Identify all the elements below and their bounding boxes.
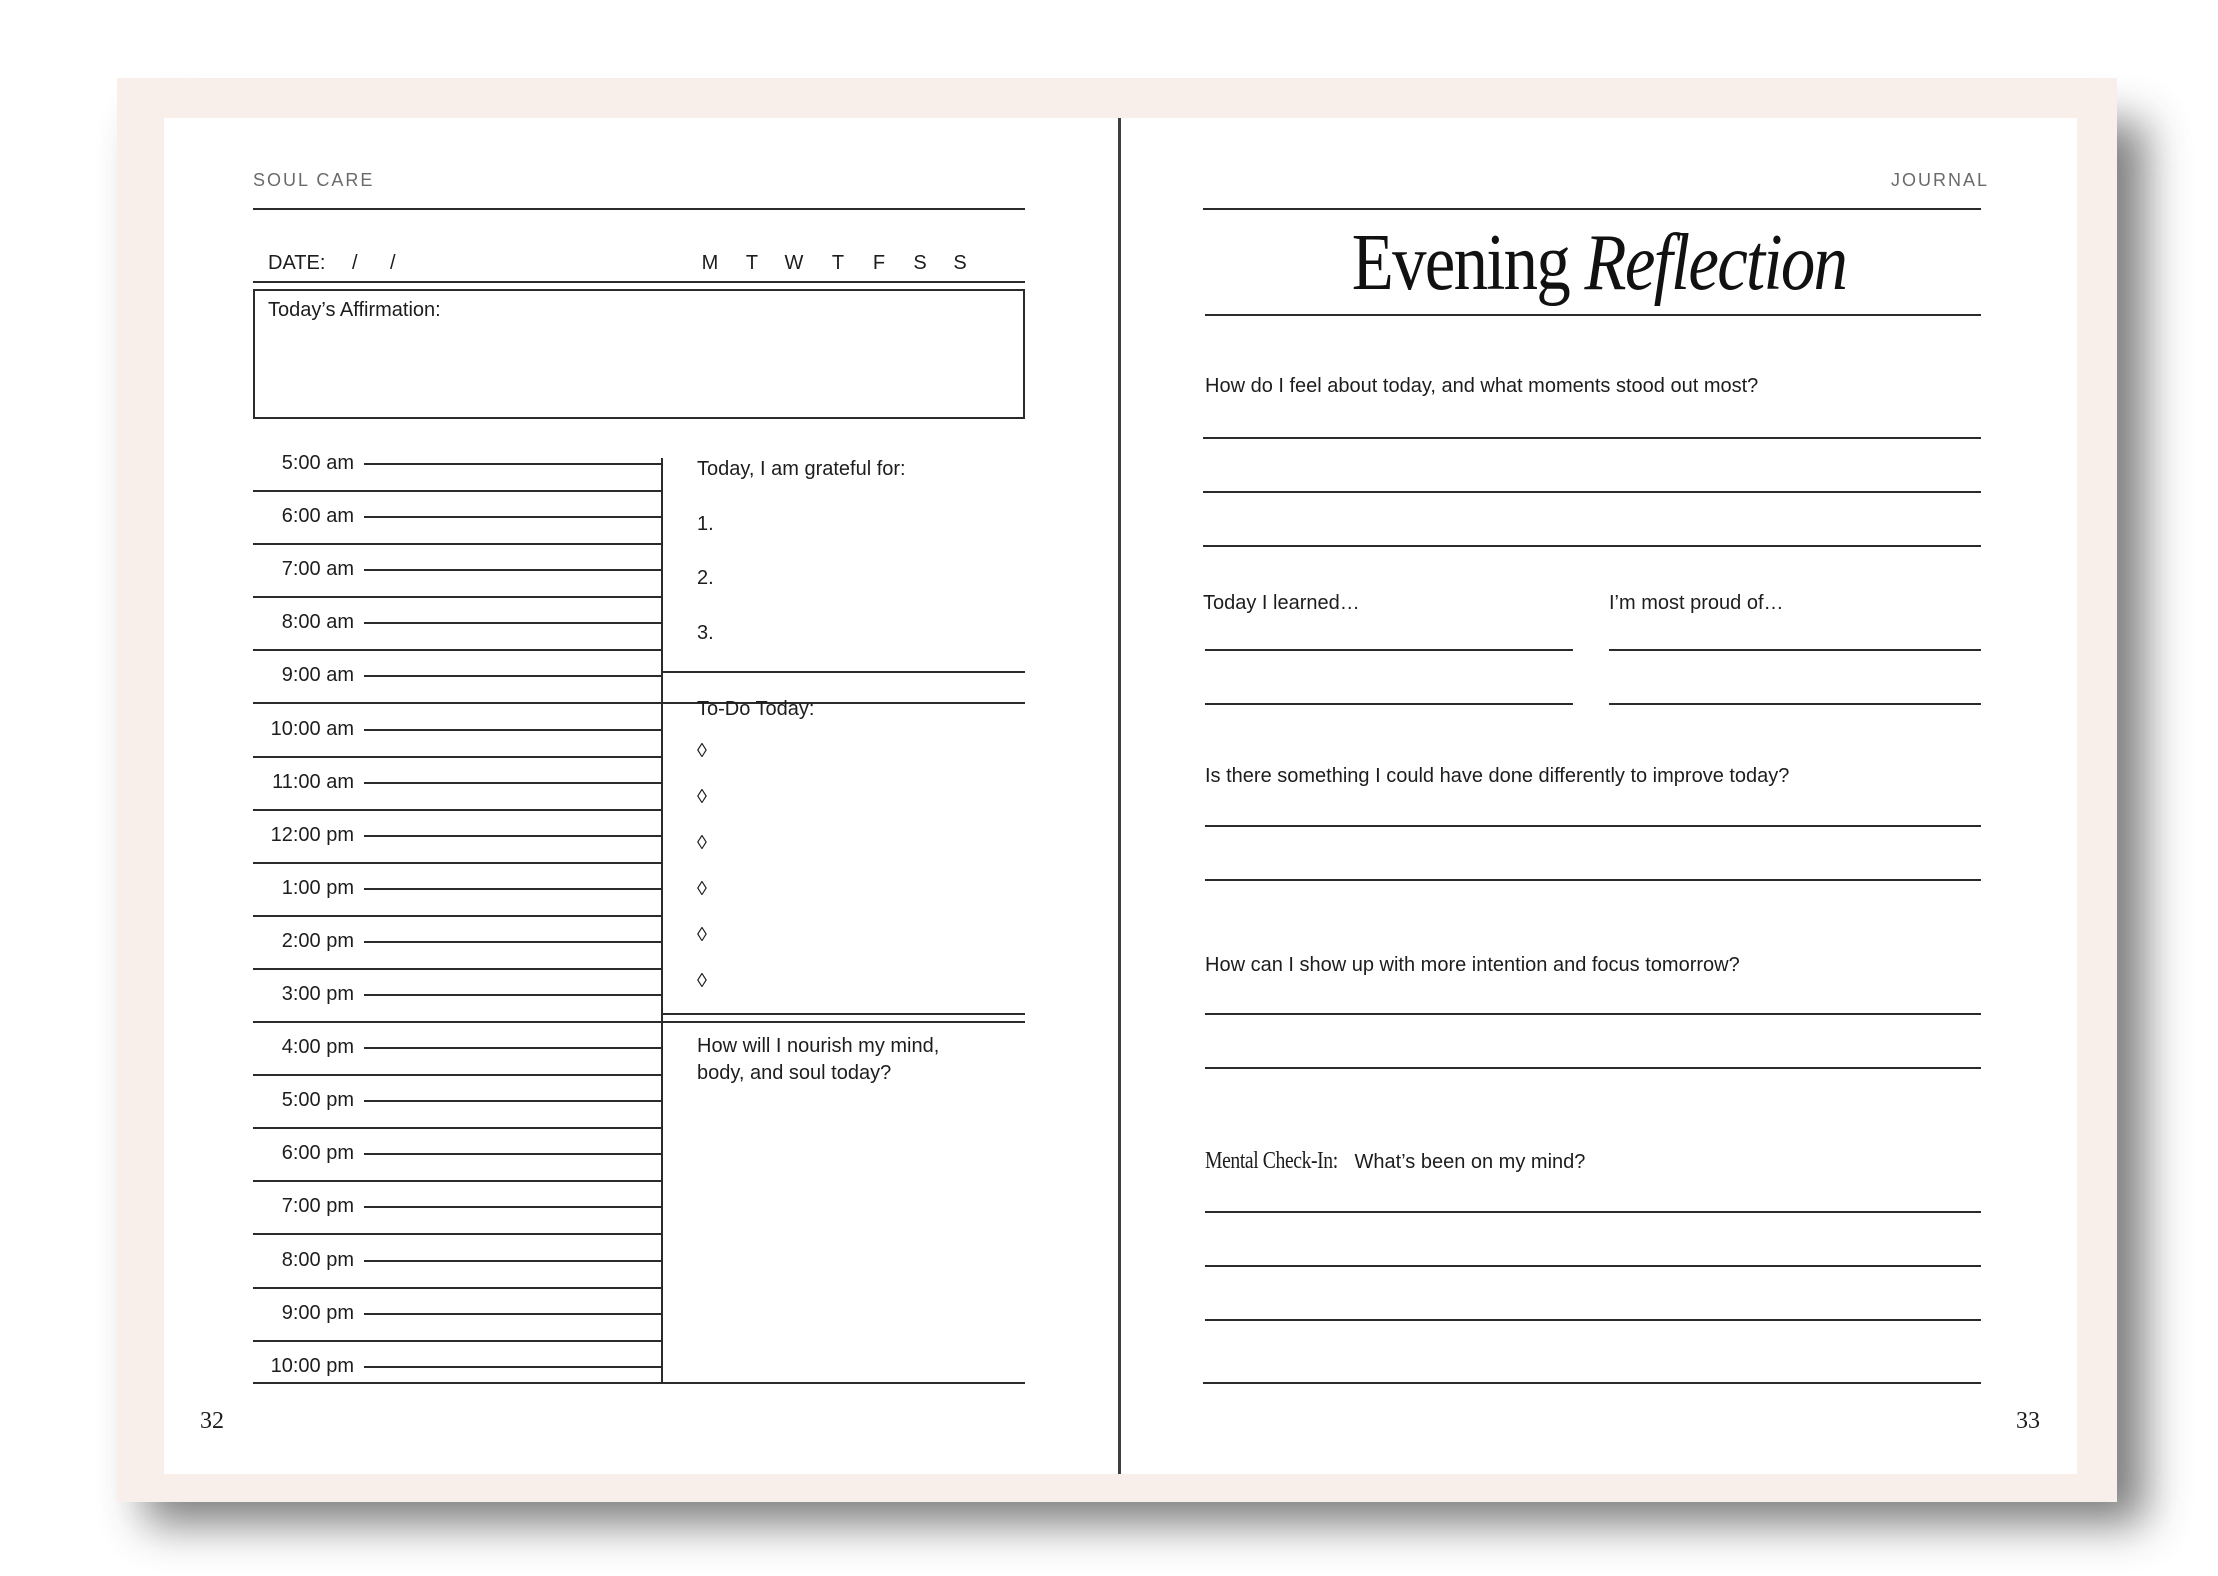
todo-bullet[interactable]: ◊ xyxy=(697,786,707,808)
writing-line[interactable] xyxy=(1205,1265,1981,1267)
time-entry-line[interactable] xyxy=(364,994,662,996)
time-entry-line[interactable] xyxy=(364,835,662,837)
grateful-item-1: 1. xyxy=(697,513,714,535)
todo-rule xyxy=(661,1013,1025,1015)
time-entry-line[interactable] xyxy=(364,1313,662,1315)
todo-bullet[interactable]: ◊ xyxy=(697,740,707,762)
time-slot-rule xyxy=(253,756,662,758)
writing-line-learned[interactable] xyxy=(1205,703,1573,705)
footer-rule xyxy=(253,1382,1025,1384)
time-label: 7:00 pm xyxy=(281,1195,354,1218)
learned-label: Today I learned… xyxy=(1203,592,1360,614)
proud-label: I’m most proud of… xyxy=(1609,592,1784,614)
grateful-label: Today, I am grateful for: xyxy=(697,458,906,480)
time-entry-line[interactable] xyxy=(364,782,662,784)
time-label: 5:00 am xyxy=(281,452,354,474)
grateful-rule xyxy=(661,671,1025,673)
weekday-letter[interactable]: S xyxy=(953,252,967,274)
time-entry-line[interactable] xyxy=(364,463,662,465)
time-entry-line[interactable] xyxy=(364,1206,662,1208)
question-improve: Is there something I could have done differently to improve today? xyxy=(1205,765,1790,787)
time-label: 6:00 pm xyxy=(281,1142,354,1165)
time-label: 7:00 am xyxy=(281,558,354,581)
todo-bullet[interactable]: ◊ xyxy=(697,970,707,992)
time-slot-rule xyxy=(253,596,662,598)
mental-check-in-label: Mental Check-In: xyxy=(1205,1148,1338,1174)
time-slot-rule xyxy=(253,1340,662,1342)
todo-bullet[interactable]: ◊ xyxy=(697,924,707,946)
time-label: 8:00 pm xyxy=(281,1248,354,1271)
time-slot-rule xyxy=(253,649,662,651)
right-page xyxy=(1121,118,2077,1474)
time-label: 4:00 pm xyxy=(281,1036,354,1059)
time-slot-rule xyxy=(253,1233,662,1235)
time-entry-line[interactable] xyxy=(364,1260,662,1262)
header-rule xyxy=(1203,208,1981,210)
writing-line-proud[interactable] xyxy=(1609,649,1981,651)
weekday-letter[interactable]: M xyxy=(701,252,719,274)
writing-line-proud[interactable] xyxy=(1609,703,1981,705)
time-label: 10:00 pm xyxy=(270,1354,354,1377)
date-separator: / xyxy=(352,252,358,274)
writing-line[interactable] xyxy=(1205,1211,1981,1213)
time-entry-line[interactable] xyxy=(364,729,662,731)
time-slot-rule xyxy=(253,702,1025,704)
nourish-question-line-1: How will I nourish my mind, xyxy=(697,1035,940,1057)
affirmation-label: Today’s Affirmation: xyxy=(268,299,441,321)
running-head-left: SOUL CARE xyxy=(253,170,375,190)
title-regular: Evening xyxy=(1351,219,1570,307)
writing-line[interactable] xyxy=(1205,825,1981,827)
todo-bullet[interactable]: ◊ xyxy=(697,832,707,854)
time-entry-line[interactable] xyxy=(364,622,662,624)
page-number-left: 32 xyxy=(200,1408,224,1434)
time-label: 8:00 am xyxy=(281,611,354,634)
date-separator: / xyxy=(390,252,396,274)
left-page xyxy=(164,118,1119,1474)
affirmation-box[interactable] xyxy=(253,289,1025,419)
time-label: 9:00 am xyxy=(281,664,354,687)
time-entry-line[interactable] xyxy=(364,1153,662,1155)
writing-line[interactable] xyxy=(1205,1319,1981,1321)
time-label: 3:00 pm xyxy=(281,983,354,1005)
writing-line[interactable] xyxy=(1205,879,1981,881)
writing-line[interactable] xyxy=(1205,1067,1981,1069)
writing-line-learned[interactable] xyxy=(1205,649,1573,651)
time-slot-rule xyxy=(253,490,662,492)
time-entry-line[interactable] xyxy=(364,1366,662,1368)
writing-line[interactable] xyxy=(1203,491,1981,493)
time-label: 12:00 pm xyxy=(270,823,354,846)
time-label: 5:00 pm xyxy=(281,1089,354,1112)
time-entry-line[interactable] xyxy=(364,1047,662,1049)
question-intention: How can I show up with more intention and focus tomorrow? xyxy=(1205,954,1740,976)
mental-check-in-question: What’s been on my mind? xyxy=(1354,1151,1586,1173)
weekday-letter[interactable]: S xyxy=(913,252,927,274)
page-number-right: 33 xyxy=(2016,1408,2040,1434)
writing-line[interactable] xyxy=(1203,545,1981,547)
time-slot-rule xyxy=(253,862,662,864)
schedule-divider xyxy=(661,458,663,1382)
time-slot-rule xyxy=(253,1021,1025,1023)
time-slot-rule xyxy=(253,543,662,545)
date-rule xyxy=(253,281,1025,283)
time-entry-line[interactable] xyxy=(364,941,662,943)
running-head-right: JOURNAL xyxy=(1890,170,1989,190)
time-slot-rule xyxy=(253,1180,662,1182)
time-entry-line[interactable] xyxy=(364,675,662,677)
writing-line[interactable] xyxy=(1205,1013,1981,1015)
time-entry-line[interactable] xyxy=(364,569,662,571)
header-rule xyxy=(253,208,1025,210)
time-label: 6:00 am xyxy=(281,505,354,528)
nourish-question-line-2: body, and soul today? xyxy=(697,1062,892,1084)
time-label: 2:00 pm xyxy=(281,929,354,952)
todo-label: To-Do Today: xyxy=(697,698,815,720)
writing-line[interactable] xyxy=(1203,437,1981,439)
question-feel-today: How do I feel about today, and what moments stood out most? xyxy=(1205,375,1759,397)
weekday-letter[interactable]: T xyxy=(745,252,759,274)
title-rule xyxy=(1205,314,1981,316)
grateful-item-2: 2. xyxy=(697,567,714,589)
time-slot-rule xyxy=(253,1074,662,1076)
time-label: 1:00 pm xyxy=(281,876,354,899)
time-label: 10:00 am xyxy=(270,717,354,740)
todo-bullet[interactable]: ◊ xyxy=(697,878,707,900)
time-slot-rule xyxy=(253,1127,662,1129)
time-slot-rule xyxy=(253,915,662,917)
footer-rule xyxy=(1203,1382,1981,1384)
time-label: 11:00 am xyxy=(272,770,354,793)
date-label: DATE: xyxy=(268,252,326,274)
time-entry-line[interactable] xyxy=(364,1100,662,1102)
time-entry-line[interactable] xyxy=(364,516,662,518)
page-title xyxy=(1188,218,2010,309)
weekday-letter[interactable]: T xyxy=(831,252,845,274)
time-entry-line[interactable] xyxy=(364,888,662,890)
grateful-item-3: 3. xyxy=(697,622,714,644)
time-slot-rule xyxy=(253,1287,662,1289)
title-italic: Reflection xyxy=(1584,219,1847,307)
weekday-letter[interactable]: F xyxy=(872,252,886,274)
weekday-letter[interactable]: W xyxy=(784,252,804,274)
time-slot-rule xyxy=(253,968,662,970)
time-slot-rule xyxy=(253,809,662,811)
mental-check-in xyxy=(1205,1148,1585,1175)
time-label: 9:00 pm xyxy=(281,1301,354,1324)
